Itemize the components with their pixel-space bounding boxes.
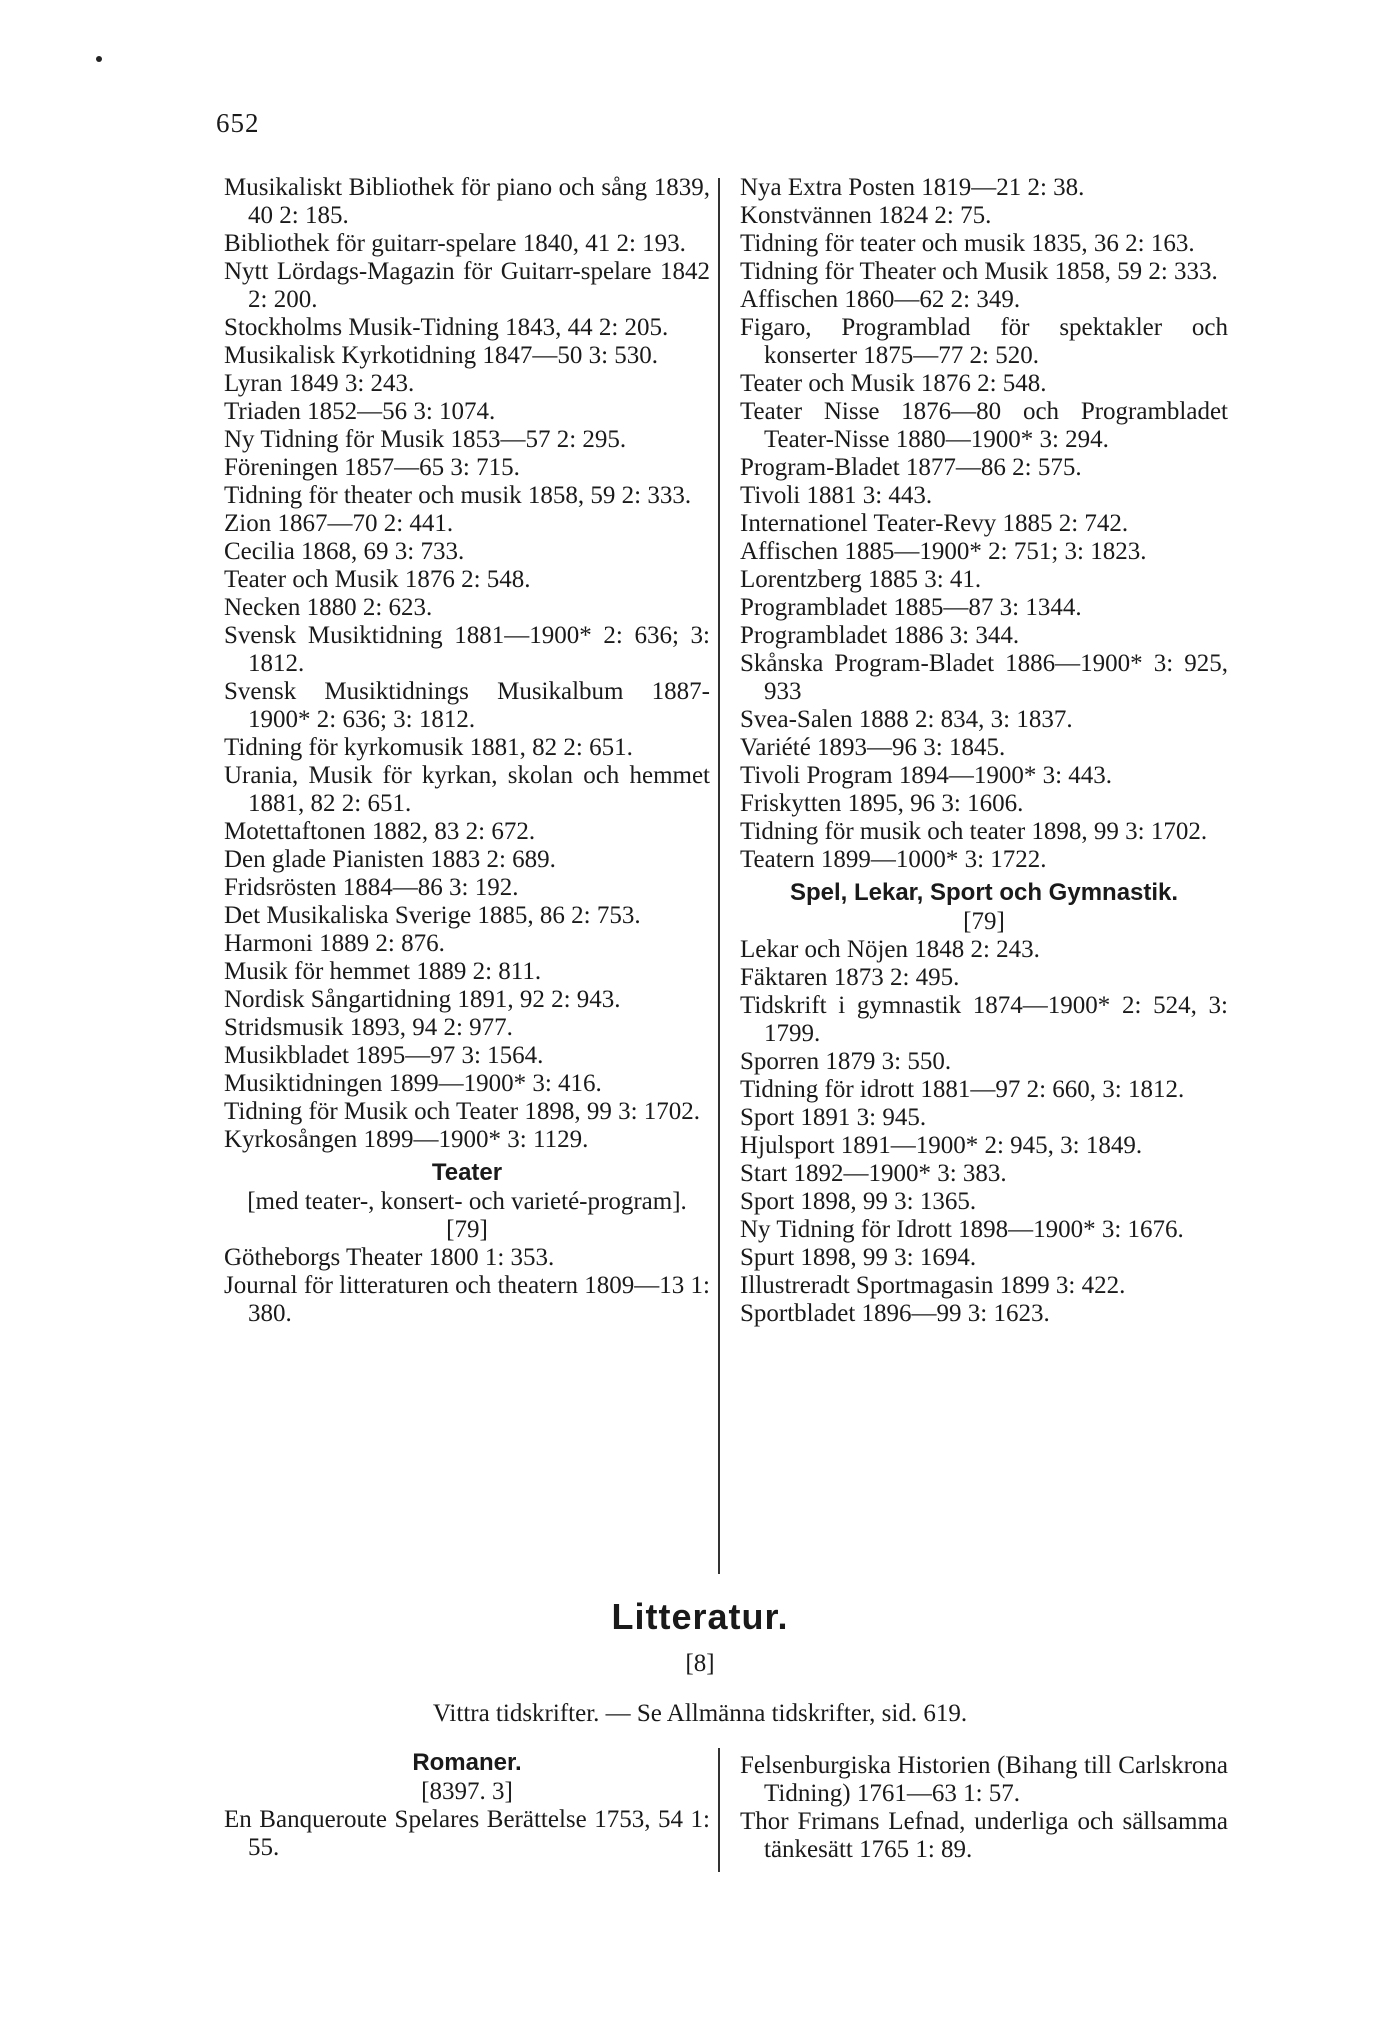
left-column — [224, 174, 710, 1328]
index-entry: Den glade Pianisten 1883 2: 689. — [224, 846, 556, 873]
index-entry: Necken 1880 2: 623. — [224, 594, 433, 621]
sport-ref: [79] — [963, 908, 1005, 935]
index-entry: Tidskrift i gymnastik 1874—1900* 2: 524, 3: 1799. — [740, 992, 1228, 1047]
index-entry: Ny Tidning för Musik 1853—57 2: 295. — [224, 426, 627, 453]
column-divider — [718, 178, 720, 1574]
index-entry: Musikaliskt Bibliothek för piano och sång 1839, 40 2: 185. — [224, 174, 710, 229]
index-entry: Musikalisk Kyrkotidning 1847—50 3: 530. — [224, 342, 659, 369]
index-entry: Nordisk Sångartidning 1891, 92 2: 943. — [224, 986, 621, 1013]
index-entry: Svensk Musiktidning 1881—1900* 2: 636; 3: 1812. — [224, 622, 710, 677]
index-entry: Stockholms Musik-Tidning 1843, 44 2: 205. — [224, 314, 669, 341]
index-entry: Program-Bladet 1877—86 2: 575. — [740, 454, 1082, 481]
index-entry: Internationel Teater-Revy 1885 2: 742. — [740, 510, 1129, 537]
romaner-column-left — [224, 1744, 710, 1862]
bottom-column-divider — [718, 1748, 720, 1872]
index-entry: Teater och Musik 1876 2: 548. — [740, 370, 1047, 397]
index-entry: Illustreradt Sportmagasin 1899 3: 422. — [740, 1272, 1126, 1299]
speck-mark — [96, 56, 102, 62]
teater-heading: Teater — [431, 1159, 503, 1186]
index-entry: Fäktaren 1873 2: 495. — [740, 964, 960, 991]
index-entry: Felsenburgiska Historien (Bihang till Carlskrona Tidning) 1761—63 1: 57. — [740, 1752, 1228, 1807]
index-entry: Skånska Program-Bladet 1886—1900* 3: 925, 933 — [740, 650, 1228, 705]
index-entry: Kyrkosången 1899—1900* 3: 1129. — [224, 1126, 589, 1153]
index-entry: Cecilia 1868, 69 3: 733. — [224, 538, 465, 565]
index-entry: Tidning för Theater och Musik 1858, 59 2: 333. — [740, 258, 1218, 285]
romaner-left-entries — [224, 1806, 710, 1862]
index-entry: Nytt Lördags-Magazin för Guitarr-spelare 1842 2: 200. — [224, 258, 710, 313]
sport-heading: Spel, Lekar, Sport och Gymnastik. — [789, 879, 1179, 906]
index-entry: Affischen 1885—1900* 2: 751; 3: 1823. — [740, 538, 1147, 565]
index-entry: Konstvännen 1824 2: 75. — [740, 202, 992, 229]
right-entries-after — [740, 936, 1228, 1328]
index-entry: Spurt 1898, 99 3: 1694. — [740, 1244, 977, 1271]
index-entry: Thor Frimans Lefnad, underliga och sällsamma tänkesätt 1765 1: 89. — [740, 1808, 1228, 1863]
index-entry: Teater och Musik 1876 2: 548. — [224, 566, 531, 593]
litteratur-ref: [8] — [685, 1650, 715, 1677]
index-entry: Tivoli Program 1894—1900* 3: 443. — [740, 762, 1113, 789]
index-entry: Programbladet 1885—87 3: 1344. — [740, 594, 1082, 621]
index-entry: Musikbladet 1895—97 3: 1564. — [224, 1042, 544, 1069]
index-entry: Musiktidningen 1899—1900* 3: 416. — [224, 1070, 602, 1097]
index-entry: Figaro, Programblad för spektakler och konserter 1875—77 2: 520. — [740, 314, 1228, 369]
romaner-right-entries — [740, 1752, 1228, 1864]
index-entry: Sport 1891 3: 945. — [740, 1104, 927, 1131]
index-entry: Harmoni 1889 2: 876. — [224, 930, 445, 957]
index-entry: Tidning för musik och teater 1898, 99 3: 1702. — [740, 818, 1208, 845]
right-entries-before — [740, 174, 1228, 874]
left-entries-before — [224, 174, 710, 1154]
index-entry: Teatern 1899—1000* 3: 1722. — [740, 846, 1047, 873]
index-entry: Ny Tidning för Idrott 1898—1900* 3: 1676. — [740, 1216, 1184, 1243]
index-entry: Lyran 1849 3: 243. — [224, 370, 415, 397]
index-entry: Sportbladet 1896—99 3: 1623. — [740, 1300, 1050, 1327]
litteratur-note: Vittra tidskrifter. — Se Allmänna tidskrifter, sid. 619. — [432, 1700, 968, 1727]
index-entry: Zion 1867—70 2: 441. — [224, 510, 454, 537]
index-entry: Bibliothek för guitarr-spelare 1840, 41 2: 193. — [224, 230, 686, 257]
index-entry: Journal för litteraturen och theatern 1809—13 1: 380. — [224, 1272, 710, 1327]
index-entry: Stridsmusik 1893, 94 2: 977. — [224, 1014, 513, 1041]
page-number: 652 — [216, 108, 260, 138]
index-entry: Götheborgs Theater 1800 1: 353. — [224, 1244, 555, 1271]
index-entry: Tidning för theater och musik 1858, 59 2: 333. — [224, 482, 692, 509]
index-entry: Sporren 1879 3: 550. — [740, 1048, 952, 1075]
index-entry: Lekar och Nöjen 1848 2: 243. — [740, 936, 1040, 963]
index-entry: Teater Nisse 1876—80 och Programbladet Teater-Nisse 1880—1900* 3: 294. — [740, 398, 1228, 453]
index-entry: Det Musikaliska Sverige 1885, 86 2: 753. — [224, 902, 641, 929]
index-entry: Tivoli 1881 3: 443. — [740, 482, 933, 509]
index-entry: Programbladet 1886 3: 344. — [740, 622, 1020, 649]
index-entry: Svensk Musiktidnings Musikalbum 1887- 1900* 2: 636; 3: 1812. — [224, 678, 710, 733]
romaner-heading: Romaner. — [412, 1749, 522, 1776]
index-entry: Variété 1893—96 3: 1845. — [740, 734, 1006, 761]
teater-ref: [79] — [446, 1216, 488, 1243]
index-entry: Fridsrösten 1884—86 3: 192. — [224, 874, 519, 901]
romaner-ref: [8397. 3] — [421, 1778, 513, 1805]
index-entry: Nya Extra Posten 1819—21 2: 38. — [740, 174, 1085, 201]
index-entry: Hjulsport 1891—1900* 2: 945, 3: 1849. — [740, 1132, 1143, 1159]
index-entry: Tidning för idrott 1881—97 2: 660, 3: 1812. — [740, 1076, 1185, 1103]
index-entry: Motettaftonen 1882, 83 2: 672. — [224, 818, 536, 845]
index-entry: Start 1892—1900* 3: 383. — [740, 1160, 1007, 1187]
index-entry: Tidning för Musik och Teater 1898, 99 3: 1702. — [224, 1098, 701, 1125]
index-entry: Musik för hemmet 1889 2: 811. — [224, 958, 542, 985]
index-entry: Triaden 1852—56 3: 1074. — [224, 398, 496, 425]
index-entry: Friskytten 1895, 96 3: 1606. — [740, 790, 1024, 817]
index-entry: Sport 1898, 99 3: 1365. — [740, 1188, 977, 1215]
right-column — [740, 174, 1228, 1328]
index-entry: Tidning för teater och musik 1835, 36 2: 163. — [740, 230, 1195, 257]
index-entry: Svea-Salen 1888 2: 834, 3: 1837. — [740, 706, 1073, 733]
teater-note: [med teater-, konsert- och varieté-program]. — [247, 1188, 687, 1215]
left-entries-after — [224, 1244, 710, 1328]
index-entry: Lorentzberg 1885 3: 41. — [740, 566, 982, 593]
index-entry: En Banqueroute Spelares Berättelse 1753, 54 1: 55. — [224, 1806, 710, 1861]
litteratur-heading: Litteratur. — [611, 1596, 789, 1637]
index-entry: Urania, Musik för kyrkan, skolan och hemmet 1881, 82 2: 651. — [224, 762, 710, 817]
romaner-column-right — [740, 1752, 1228, 1864]
index-entry: Affischen 1860—62 2: 349. — [740, 286, 1021, 313]
index-entry: Föreningen 1857—65 3: 715. — [224, 454, 520, 481]
index-entry: Tidning för kyrkomusik 1881, 82 2: 651. — [224, 734, 633, 761]
